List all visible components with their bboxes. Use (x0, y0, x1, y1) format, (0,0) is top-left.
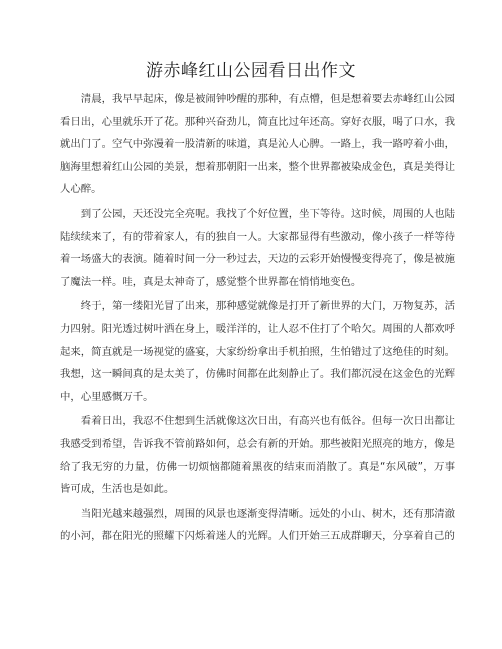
paragraph: 看着日出，我忍不住想到生活就像这次日出，有高兴也有低谷。但每一次日出都让我感受到希望，告诉我不管前路如何，总会有新的开始。那些被阳光照亮的地方，像是给了我无穷的力量，仿佛一切烦恼都随着黑夜的结束而消散了。真是“东风破”，万事皆可成，生活也是如此。 (60, 415, 455, 496)
paragraph: 清晨，我早早起床，像是被闹钟吵醒的那种，有点懵，但是想着要去赤峰红山公园看日出，心里就乐开了花。那种兴奋劲儿，简直比过年还高。穿好衣服，喝了口水，我就出门了。空气中弥漫着一股清新的味道，真是沁人心脾。一路上，我一路哼着小曲，脑海里想着红山公园的美景，想着那朝阳一出来，整个世界都被染成金色，真是美得让人心醉。 (60, 93, 455, 196)
paragraph: 到了公园，天还没完全亮呢。我找了个好位置，坐下等待。这时候，周围的人也陆陆续续来了，有的带着家人，有的独自一人。大家都显得有些激动，像小孩子一样等待着一场盛大的表演。随着时间一分一秒过去，天边的云彩开始慢慢变得亮了，像是被施了魔法一样。哇，真是太神奇了，感觉整个世界都在悄悄地变色。 (60, 207, 455, 288)
document-title: 游赤峰红山公园看日出作文 (146, 61, 356, 81)
paragraph: 当阳光越来越强烈，周围的风景也逐渐变得清晰。远处的小山、树木，还有那清澈的小河，都在阳光的照耀下闪烁着迷人的光辉。人们开始三五成群聊天，分享着自己的 (60, 507, 455, 543)
document-body (60, 88, 455, 550)
paragraph: 终于，第一缕阳光冒了出来，那种感觉就像是打开了新世界的大门，万物复苏，活力四射。阳光透过树叶洒在身上，暖洋洋的，让人忍不住打了个哈欠。周围的人都欢呼起来，简直就是一场视觉的盛宴，大家纷纷拿出手机拍照，生怕错过了这绝佳的时刻。我想，这一瞬间真的是太美了，仿佛时间都在此刻静止了。我们都沉浸在这金色的光辉中，心里感慨万千。 (60, 300, 455, 403)
